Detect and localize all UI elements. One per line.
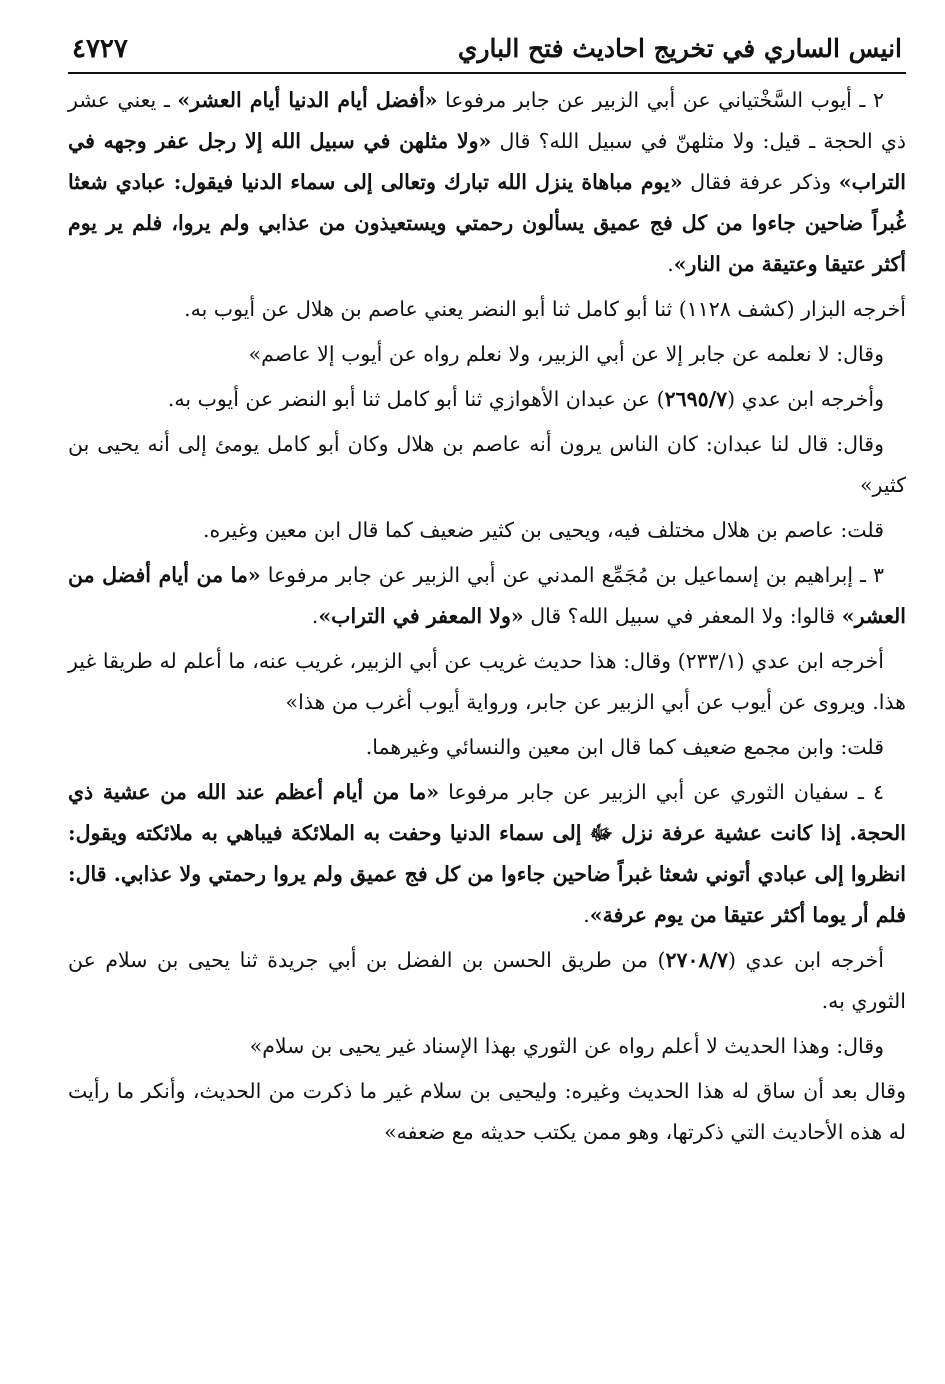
text-run: وقال: لا نعلمه عن جابر إلا عن أبي الزبير، ولا نعلم رواه عن أيوب إلا عاصم» (248, 342, 884, 366)
bold-text-run: ٢٧٠٨/٧ (665, 948, 729, 972)
text-run: ٤ ـ سفيان الثوري عن أبي الزبير عن جابر مرفوعا (439, 780, 884, 804)
text-run: ٢ ـ أيوب السَّخْتياني عن أبي الزبير عن جابر مرفوعا (437, 88, 885, 112)
paragraph-abdan-comment (68, 424, 906, 506)
text-run: وقال: قال لنا عبدان: كان الناس يرون أنه عاصم بن هلال وكان أبو كامل يومئ إلى أنه يحيى بن كثير» (68, 432, 906, 497)
bold-text-run: «أفضل أيام الدنيا أيام العشر» (177, 88, 438, 112)
text-run: أخرجه البزار (كشف ١١٢٨) ثنا أبو كامل ثنا أبو النضر يعني عاصم بن هلال عن أيوب به. (184, 297, 906, 321)
bold-text-run: «ولا المعفر في التراب» (318, 604, 524, 628)
bold-text-run: «ما من أيام أعظم عند الله من عشية ذي الحجة. إذا كانت عشية عرفة نزل ﷻ إلى سماء الدنيا وحفت به الملائكة فيباهي به ملائكته ويقول: انظروا إلى عبادي أتوني شعثا غبراً ضاحين جاءوا من كل فج عميق ولم يروا رحمتي ولا عذابي. قال: فلم أر يوما أكثر عتيقا من يوم عرفة» (68, 780, 906, 927)
text-run: . (311, 604, 319, 628)
text-run: وقال بعد أن ساق له هذا الحديث وغيره: وليحيى بن سلام غير ما ذكرت من الحديث، وأنكر ما رأيت له هذه الأحاديث التي ذكرتها، وهو ممن يكتب حديثه مع ضعفه» (68, 1079, 906, 1144)
paragraph-takhrij-ibn-adi-3 (68, 940, 906, 1022)
bold-text-run: «ولا مثلهن في سبيل الله إلا رجل عفر وجهه في التراب» (68, 129, 906, 194)
text-run: ٣ ـ إبراهيم بن إسماعيل بن مُجَمِّع المدني عن أبي الزبير عن جابر مرفوعا (260, 563, 884, 587)
text-run: أخرجه ابن عدي (٢٣٣/١) وقال: هذا حديث غريب عن أبي الزبير، غريب عنه، ما أعلم له طريقا غير هذا. ويروى عن أيوب عن أبي الزبير عن جابر، ورواية أيوب أغرب من هذا» (68, 649, 906, 714)
paragraph-takhrij-bazzar (68, 289, 906, 330)
text-run: . (583, 903, 590, 927)
text-run: وقال: وهذا الحديث لا أعلم رواه عن الثوري بهذا الإسناد غير يحيى بن سلام» (249, 1034, 884, 1058)
text-run: وذكر عرفة فقال (682, 170, 839, 194)
text-run: . (667, 252, 674, 276)
paragraph-author-note-1 (68, 510, 906, 551)
text-run: وأخرجه ابن عدي ( (727, 387, 884, 411)
page-number: ٤٧٢٧ (72, 34, 128, 64)
bold-text-run: «يوم مباهاة ينزل الله تبارك وتعالى إلى سماء الدنيا فيقول: عبادي شعثا غُبراً ضاحين جاءوا من كل فج عميق يسألون رحمتي ويستعيذون من عذابي ولم يروا، فلم ير يوم أكثر عتيقا وعتيقة من النار» (68, 170, 906, 276)
text-run: ) من طريق الحسن بن الفضل بن أبي جريدة ثنا يحيى بن سلام عن الثوري به. (68, 948, 906, 1013)
text-run: ـ يعني عشر ذي الحجة ـ قيل: ولا مثلهنّ في سبيل الله؟ قال (68, 88, 906, 153)
bold-text-run: «ما من أيام أفضل من العشر» (68, 563, 906, 628)
paragraph-bazzar-comment (68, 334, 906, 375)
text-run: قلت: عاصم بن هلال مختلف فيه، ويحيى بن كثير ضعيف كما قال ابن معين وغيره. (202, 518, 884, 542)
text-run: أخرجه ابن عدي ( (728, 948, 885, 972)
text-run: ) عن عبدان الأهوازي ثنا أبو كامل ثنا أبو النضر عن أيوب به. (167, 387, 665, 411)
paragraph-author-note-2 (68, 727, 906, 768)
header-divider (68, 72, 906, 74)
text-run: قالوا: ولا المعفر في سبيل الله؟ قال (523, 604, 842, 628)
paragraph-hadith-3 (68, 555, 906, 637)
paragraph-takhrij-ibn-adi-1 (68, 379, 906, 420)
paragraph-hadith-4 (68, 772, 906, 936)
bold-text-run: ٢٦٩٥/٧ (664, 387, 728, 411)
book-page (68, 28, 906, 1358)
running-header (68, 28, 906, 76)
paragraph-takhrij-ibn-adi-2 (68, 641, 906, 723)
paragraph-ibn-adi-final (68, 1071, 906, 1153)
book-title: انيس الساري في تخريج احاديث فتح الباري (457, 34, 902, 63)
paragraph-hadith-2 (68, 80, 906, 285)
body-text (68, 80, 906, 1153)
text-run: قلت: وابن مجمع ضعيف كما قال ابن معين والنسائي وغيرهما. (365, 735, 884, 759)
paragraph-ibn-adi-comment (68, 1026, 906, 1067)
